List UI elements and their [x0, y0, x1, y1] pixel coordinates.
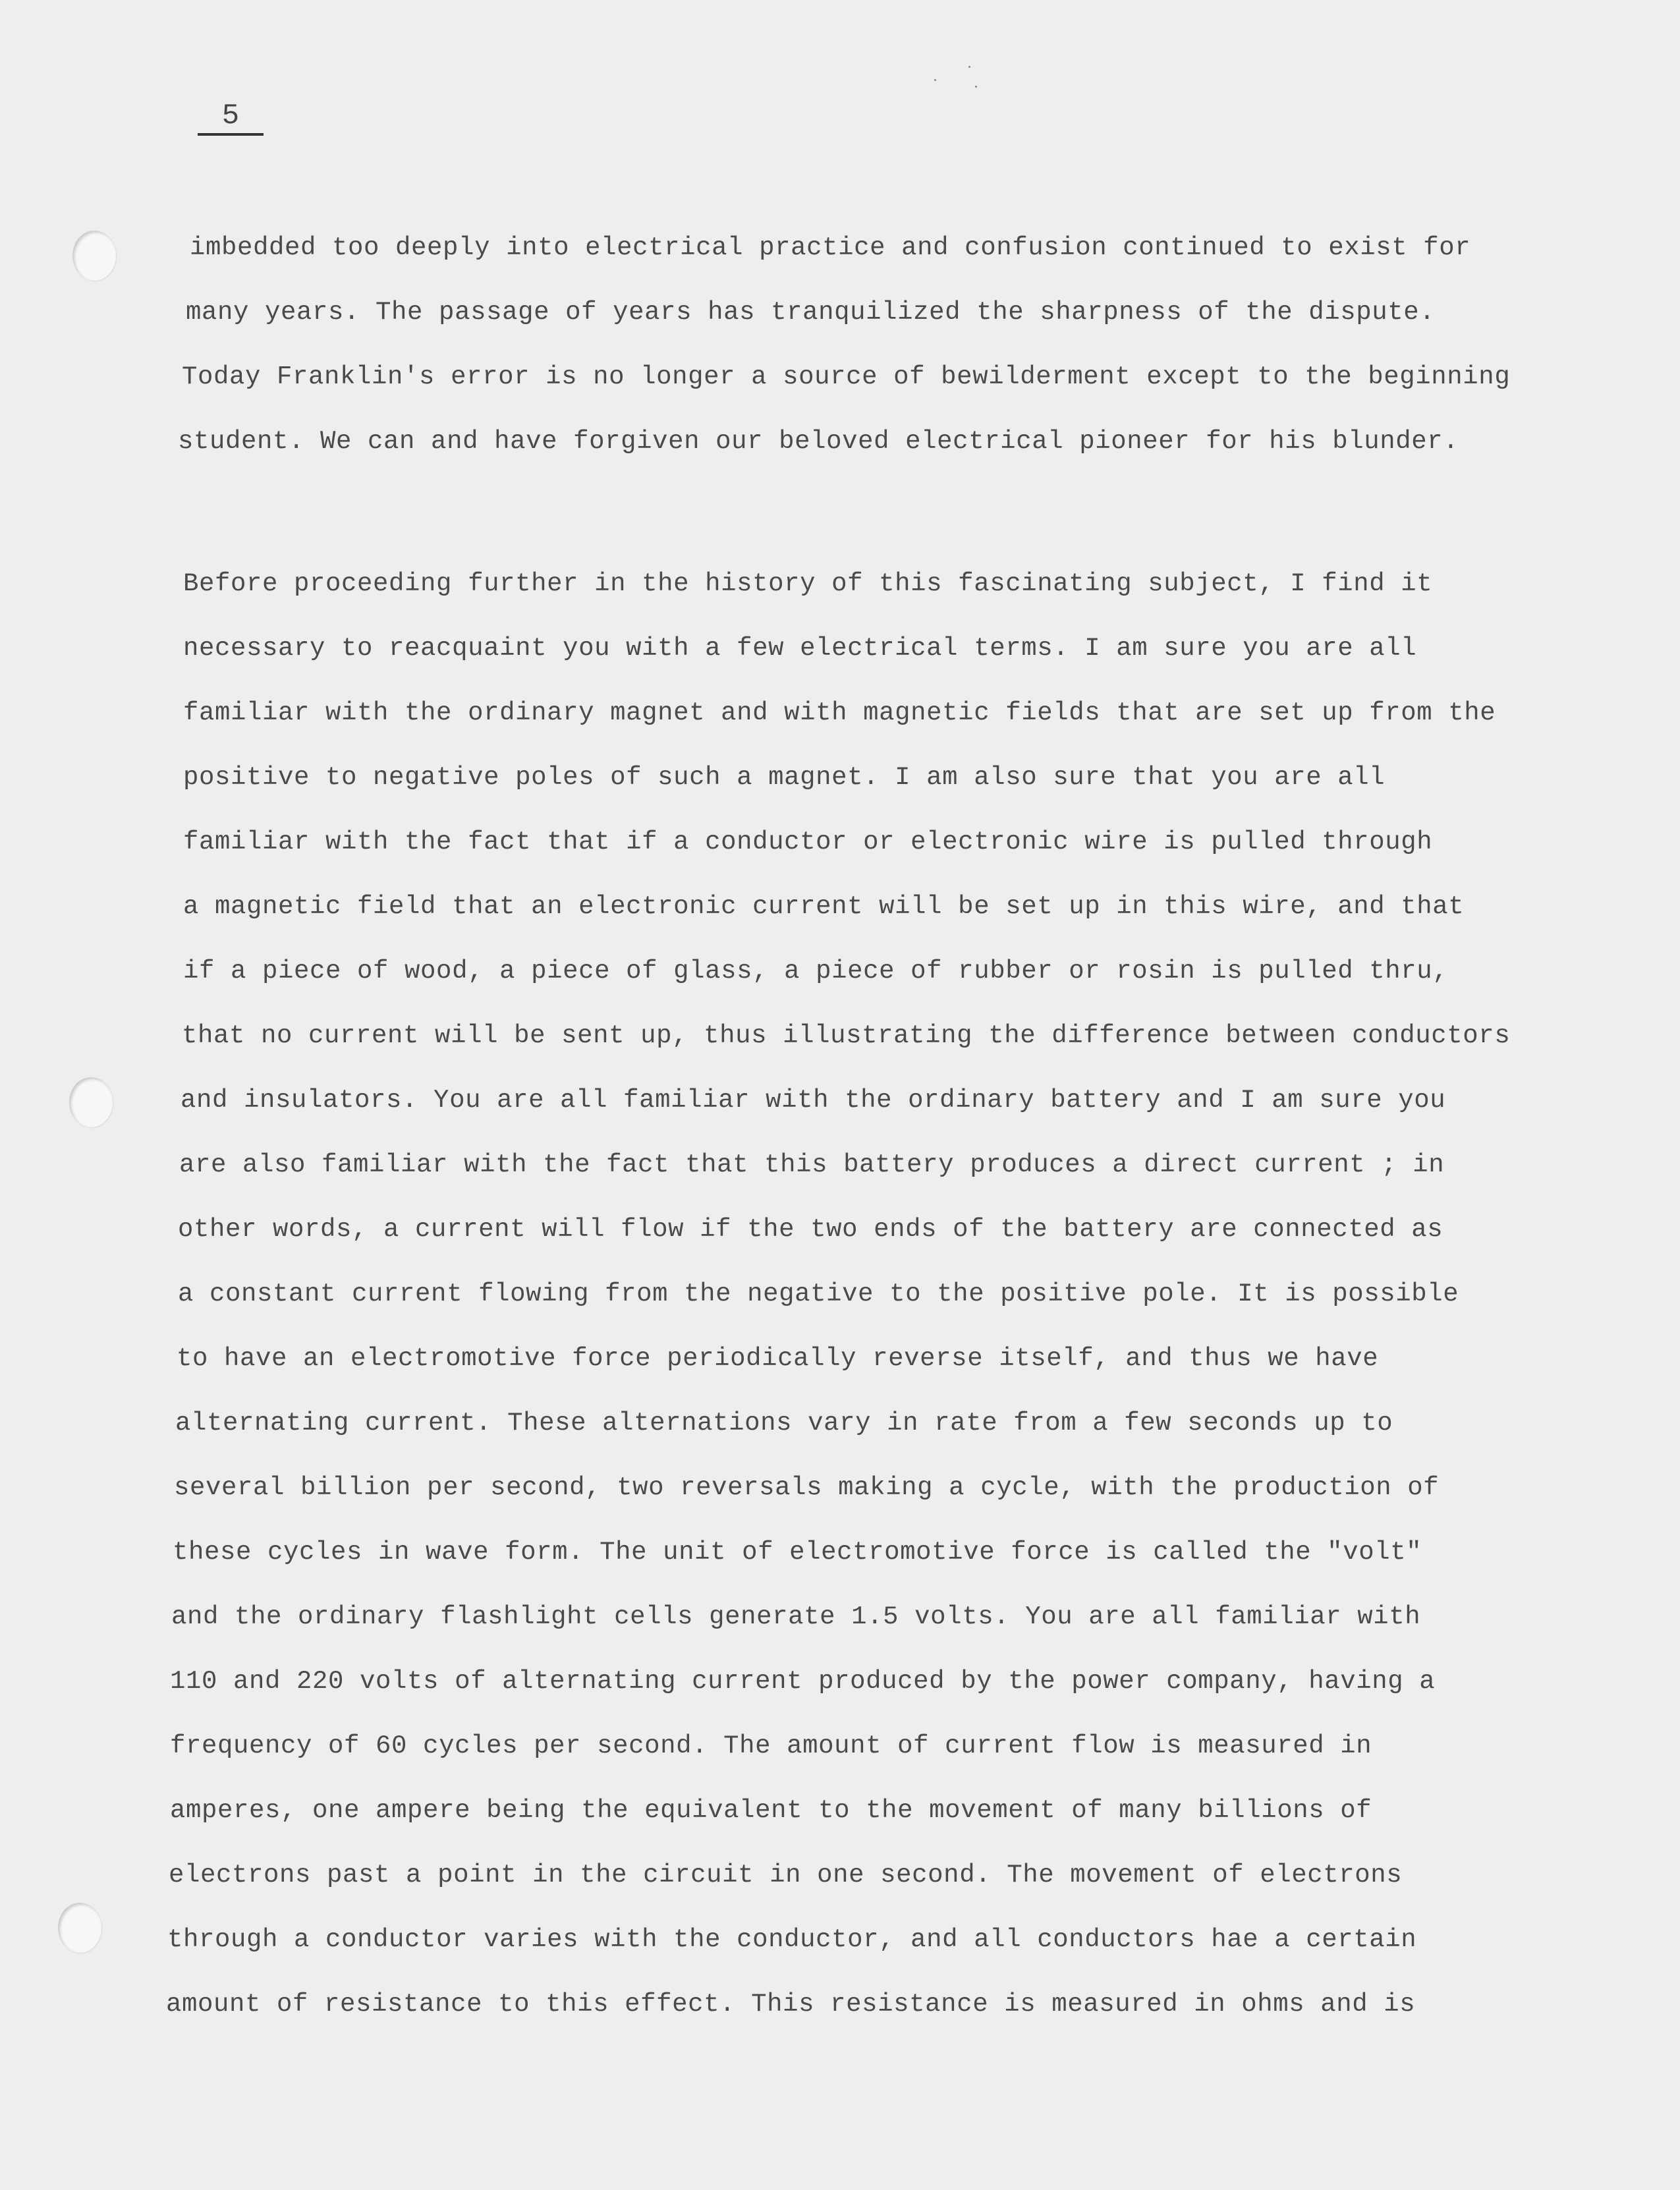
text-line: electrons past a point in the circuit in one second. The movement of electrons — [169, 1861, 1403, 1890]
text-line: many years. The passage of years has tranquilized the sharpness of the dispute. — [186, 298, 1436, 327]
text-line: frequency of 60 cycles per second. The amount of current flow is measured in — [170, 1731, 1372, 1760]
text-line: familiar with the fact that if a conductor or electronic wire is pulled through — [183, 828, 1433, 856]
scan-speck — [975, 86, 977, 88]
text-line: 110 and 220 volts of alternating current produced by the power company, having a — [170, 1667, 1436, 1696]
text-line: and the ordinary flashlight cells generate 1.5 volts. You are all familiar with — [171, 1602, 1421, 1631]
text-line: a magnetic field that an electronic current will be set up in this wire, and that — [183, 892, 1465, 921]
text-line: these cycles in wave form. The unit of electromotive force is called the "volt" — [173, 1538, 1422, 1567]
scan-speck — [934, 79, 936, 81]
text-line: through a conductor varies with the conductor, and all conductors hae a certain — [167, 1925, 1417, 1954]
text-line: other words, a current will flow if the two ends of the battery are connected as — [178, 1215, 1443, 1244]
text-line: to have an electromotive force periodically reverse itself, and thus we have — [177, 1344, 1379, 1373]
text-line: that no current will be sent up, thus illustrating the difference between conductors — [182, 1021, 1511, 1050]
punch-hole — [72, 231, 116, 281]
text-line: a constant current flowing from the negative to the positive pole. It is possible — [178, 1279, 1459, 1308]
punch-hole — [58, 1903, 101, 1953]
text-line: Before proceeding further in the history of this fascinating subject, I find it — [183, 569, 1433, 598]
page-number: 5 — [198, 99, 264, 136]
text-line: student. We can and have forgiven our beloved electrical pioneer for his blunder. — [178, 427, 1459, 456]
text-line: and insulators. You are all familiar with the ordinary battery and I am sure you — [181, 1086, 1446, 1115]
text-line: amperes, one ampere being the equivalent to the movement of many billions of — [170, 1796, 1372, 1825]
text-line: are also familiar with the fact that this battery produces a direct current ; in — [179, 1150, 1445, 1179]
text-line: several billion per second, two reversals making a cycle, with the production of — [174, 1473, 1440, 1502]
text-line: alternating current. These alternations vary in rate from a few seconds up to — [175, 1409, 1393, 1438]
text-line: Today Franklin's error is no longer a source of bewilderment except to the beginning — [182, 362, 1511, 391]
text-line: amount of resistance to this effect. This resistance is measured in ohms and is — [166, 1990, 1416, 2019]
text-line: positive to negative poles of such a magnet. I am also sure that you are all — [183, 763, 1386, 792]
text-line: necessary to reacquaint you with a few electrical terms. I am sure you are all — [183, 634, 1417, 663]
text-line: if a piece of wood, a piece of glass, a piece of rubber or rosin is pulled thru, — [183, 957, 1449, 986]
scan-speck — [968, 66, 970, 68]
text-line: familiar with the ordinary magnet and with magnetic fields that are set up from the — [183, 698, 1496, 727]
text-line: imbedded too deeply into electrical practice and confusion continued to exist for — [190, 233, 1471, 262]
punch-hole — [69, 1077, 113, 1127]
